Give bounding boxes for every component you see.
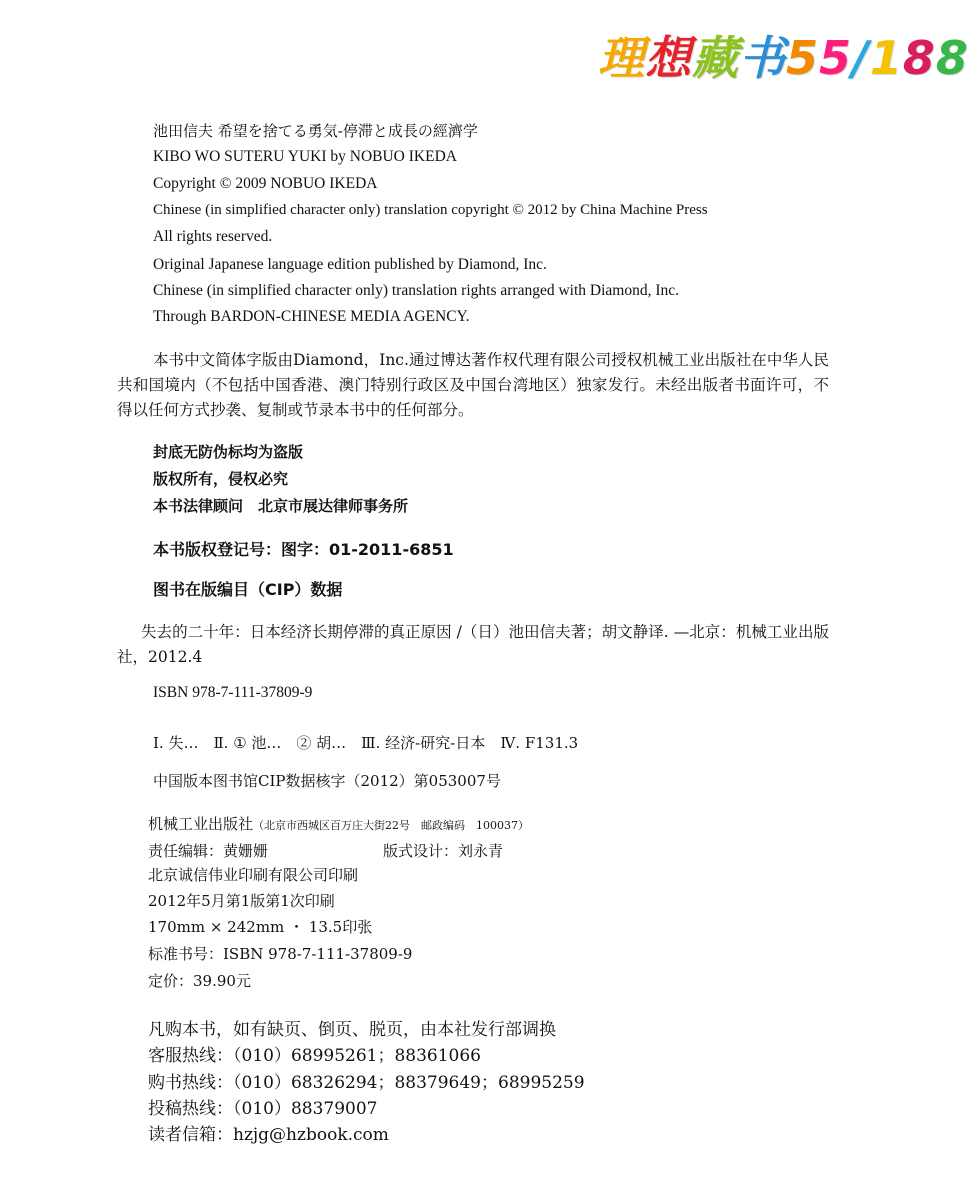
- english-original-title: KIBO WO SUTERU YUKI by NOBUO IKEDA: [153, 148, 457, 165]
- publisher-name: 机械工业出版社: [148, 815, 254, 833]
- watermark-char: /: [852, 31, 870, 85]
- watermark-char: 8: [935, 31, 969, 85]
- price: 定价：39.90元: [148, 972, 251, 990]
- return-notice: 凡购本书，如有缺页、倒页、脱页，由本社发行部调换: [148, 1020, 556, 1040]
- reader-email: 读者信箱：hzjg@hzbook.com: [148, 1125, 389, 1145]
- edition-info: 2012年5月第1版第1次印刷: [148, 892, 335, 910]
- watermark-char: 5: [786, 31, 820, 85]
- copyright-line: Copyright © 2009 NOBUO IKEDA: [153, 175, 378, 192]
- japanese-original-title: 池田信夫 希望を捨てる勇気-停滞と成長の經濟学: [153, 122, 478, 140]
- cip-heading: 图书在版编目（CIP）数据: [153, 580, 343, 599]
- legal-advisor: 本书法律顾问 北京市展达律师事务所: [153, 497, 409, 515]
- site-watermark-logo: [598, 22, 969, 88]
- anti-piracy-note: 封底无防伪标均为盗版: [153, 443, 304, 461]
- copyright-registration-number: 本书版权登记号：图字：01-2011-6851: [153, 540, 454, 559]
- cip-description: 失去的二十年：日本经济长期停滞的真正原因 /（日）池田信夫著；胡文静译. —北京：机械工业出版社，2012.4: [117, 623, 829, 666]
- watermark-char: 5: [819, 31, 853, 85]
- rights-reserved-note: 版权所有，侵权必究: [153, 470, 289, 488]
- translation-rights-note: Chinese (in simplified character only) translation rights arranged with Diamond, Inc.: [153, 282, 679, 299]
- copyright-notice-paragraph: 本书中文简体字版由Diamond，Inc.通过博达著作权代理有限公司授权机械工业出版社在中华人民共和国境内（不包括中国香港、澳门特别行政区及中国台湾地区）独家发行。未经出版者书面许可，不得以任何方式抄袭、复制或节录本书中的任何部分。: [117, 351, 829, 419]
- agency-note: Through BARDON-CHINESE MEDIA AGENCY.: [153, 308, 470, 325]
- printer: 北京诚信伟业印刷有限公司印刷: [148, 866, 359, 884]
- all-rights-reserved: All rights reserved.: [153, 228, 273, 245]
- standard-book-number: 标准书号：ISBN 978-7-111-37809-9: [148, 945, 413, 963]
- book-format: 170mm × 242mm ・ 13.5印张: [148, 918, 373, 936]
- publisher-line: [148, 813, 529, 834]
- cip-classification: Ⅰ. 失… Ⅱ. ① 池… ② 胡… Ⅲ. 经济-研究-日本 Ⅳ. F131.3: [153, 734, 579, 752]
- watermark-char: 书: [739, 31, 786, 85]
- original-edition-note: Original Japanese language edition published by Diamond, Inc.: [153, 256, 547, 273]
- watermark-char: 8: [902, 31, 936, 85]
- watermark-char: 理: [598, 31, 645, 85]
- cip-library-record: 中国版本图书馆CIP数据核字（2012）第053007号: [153, 772, 501, 790]
- responsible-editor: 责任编辑：黄姗姗: [148, 842, 269, 860]
- purchase-hotline: 购书热线：（010）68326294；88379649；68995259: [148, 1073, 585, 1093]
- service-hotline: 客服热线：（010）68995261；88361066: [148, 1046, 482, 1066]
- translation-copyright: Chinese (in simplified character only) translation copyright © 2012 by China Machine Press: [153, 202, 708, 218]
- cip-isbn: ISBN 978-7-111-37809-9: [153, 684, 313, 701]
- watermark-char: 想: [645, 31, 692, 85]
- watermark-char: 藏: [692, 31, 739, 85]
- layout-designer: 版式设计：刘永青: [383, 842, 504, 860]
- submission-hotline: 投稿热线：（010）88379007: [148, 1099, 378, 1119]
- watermark-char: 1: [869, 31, 903, 85]
- publisher-address: （北京市西城区百万庄大街22号 邮政编码 100037）: [253, 819, 530, 832]
